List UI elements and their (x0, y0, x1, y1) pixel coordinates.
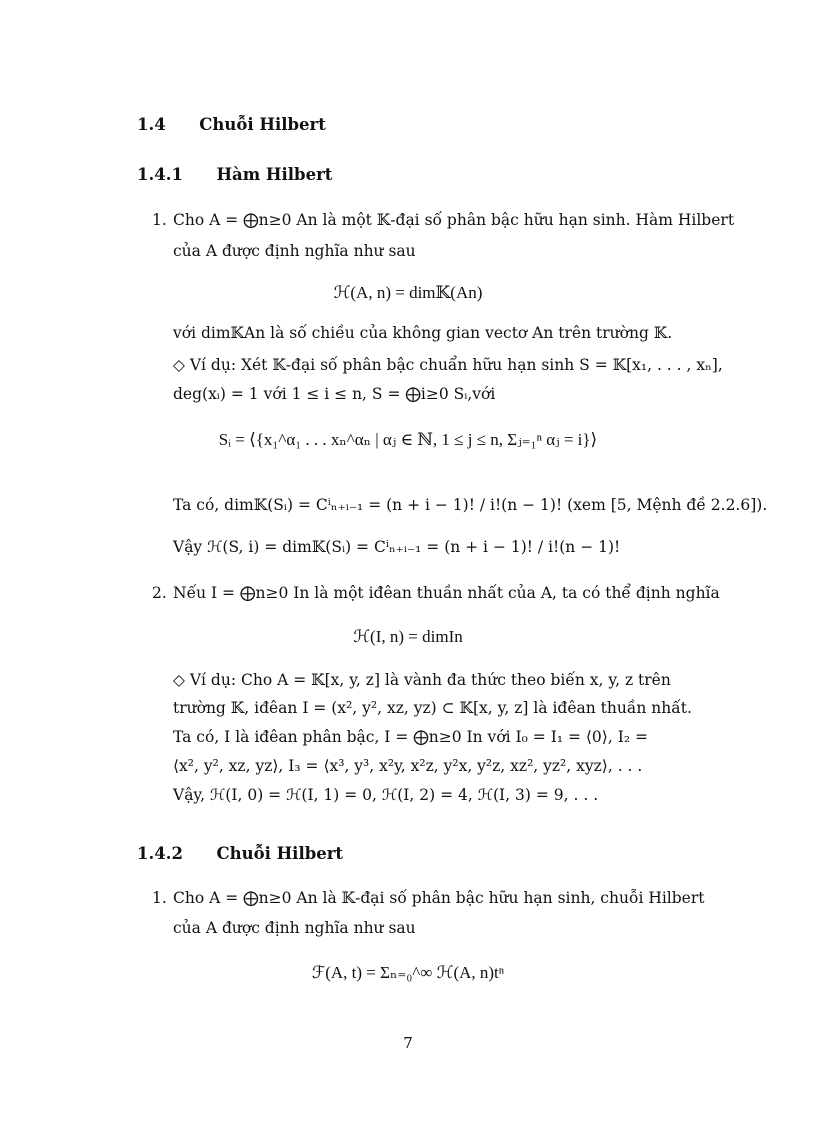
vay-line: Vậy ℋ(S, i) = dim𝕂(Sᵢ) = Cⁱₙ₊ᵢ₋₁ = (n + i − 1)! / i!(n − 1)! (173, 538, 621, 556)
equation-hilbert-function: ℋ(A, n) = dim𝕂(An) (333, 283, 483, 302)
item-3-line-2: của A được định nghĩa như sau (173, 919, 416, 937)
ta-co-line: Ta có, dim𝕂(Sᵢ) = Cⁱₙ₊ᵢ₋₁ = (n + i − 1)! / i!(n − 1)! (xem [5, Mệnh đề 2.2.6]). (173, 496, 768, 514)
item-3-line-1: Cho A = ⨁n≥0 An là 𝕂-đại số phân bậc hữu hạn sinh, chuỗi Hilbert (173, 889, 705, 907)
example-2-line-2: trường 𝕂, iđêan I = (x², y², xz, yz) ⊂ 𝕂[x, y, z] là iđêan thuần nhất. (173, 699, 692, 717)
section-title: Chuỗi Hilbert (199, 115, 326, 134)
item-3-number: 1. (152, 889, 167, 907)
subsection-number: 1.4.2 (137, 844, 183, 863)
item-1-line-3: với dim𝕂An là số chiều của không gian vectơ An trên trường 𝕂. (173, 324, 673, 342)
subsection-heading-1-4-1 (137, 165, 332, 184)
example-2-line-4: ⟨x², y², xz, yz⟩, I₃ = ⟨x³, y³, x²y, x²z, y²x, y²z, xz², yz², xyz⟩, . . . (173, 757, 643, 775)
subsection-title: Chuỗi Hilbert (216, 844, 344, 863)
subsection-heading-1-4-2 (137, 844, 343, 863)
item-1-number: 1. (152, 211, 167, 229)
subsection-number: 1.4.1 (137, 165, 183, 184)
item-1-line-1: Cho A = ⨁n≥0 An là một 𝕂-đại số phân bậc hữu hạn sinh. Hàm Hilbert (173, 211, 735, 229)
item-2-number: 2. (152, 584, 167, 602)
section-number: 1.4 (137, 115, 166, 134)
item-2-line-1: Nếu I = ⨁n≥0 In là một iđêan thuần nhất của A, ta có thể định nghĩa (173, 584, 720, 602)
example-1-line-2: deg(xᵢ) = 1 với 1 ≤ i ≤ n, S = ⨁i≥0 Sᵢ,với (173, 385, 496, 403)
equation-hilbert-series: ℱ(A, t) = Σₙ₌₀^∞ ℋ(A, n)tⁿ (311, 963, 505, 982)
example-2-line-5: Vậy, ℋ(I, 0) = ℋ(I, 1) = 0, ℋ(I, 2) = 4, ℋ(I, 3) = 9, . . . (173, 786, 599, 804)
equation-s-i: Sᵢ = ⟨{x₁^α₁ . . . xₙ^αₙ | αⱼ ∈ ℕ, 1 ≤ j ≤ n, Σⱼ₌₁ⁿ αⱼ = i}⟩ (218, 430, 598, 449)
section-heading-1-4 (137, 115, 326, 134)
item-1-line-2: của A được định nghĩa như sau (173, 242, 416, 260)
example-2-line-3: Ta có, I là iđêan phân bậc, I = ⨁n≥0 In với I₀ = I₁ = ⟨0⟩, I₂ = (173, 728, 648, 746)
subsection-title: Hàm Hilbert (216, 165, 333, 184)
example-1-line-1: ◇ Ví dụ: Xét 𝕂-đại số phân bậc chuẩn hữu hạn sinh S = 𝕂[x₁, . . . , xₙ], (173, 356, 723, 374)
equation-ideal-hilbert: ℋ(I, n) = dimIn (353, 627, 463, 646)
example-2-line-1: ◇ Ví dụ: Cho A = 𝕂[x, y, z] là vành đa thức theo biến x, y, z trên (173, 671, 671, 689)
page-number: 7 (403, 1034, 413, 1052)
